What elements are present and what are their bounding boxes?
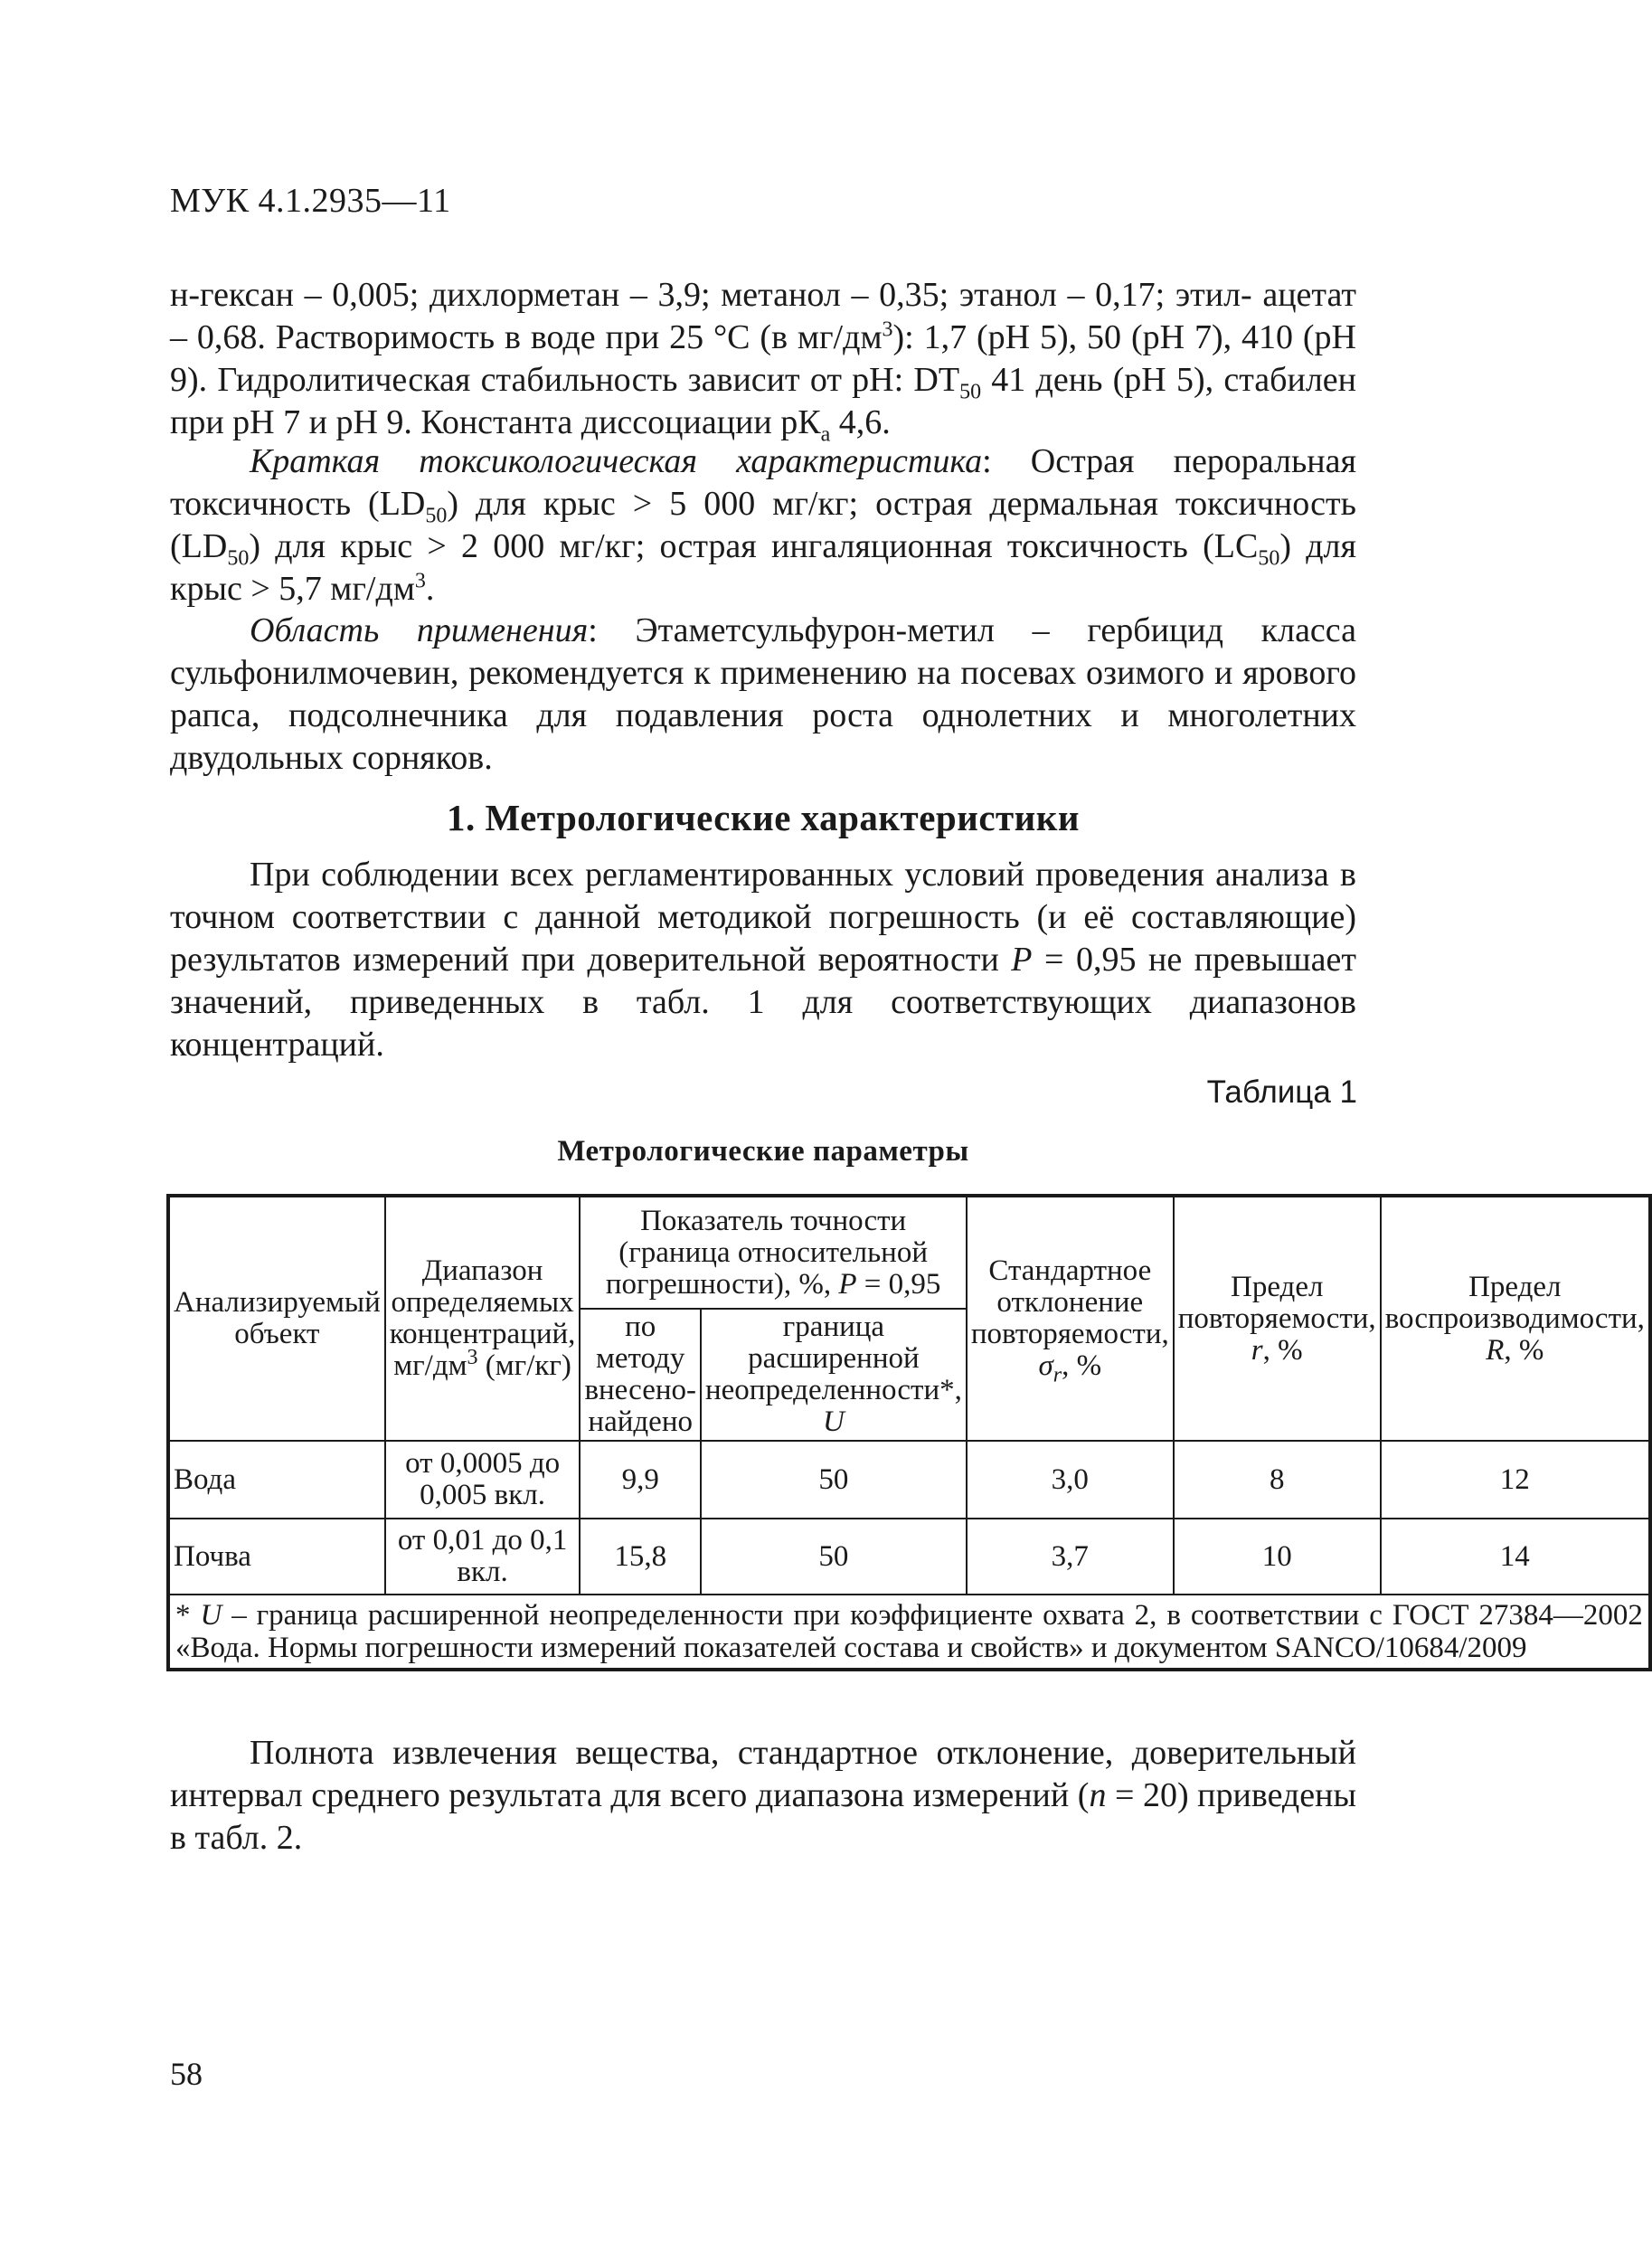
solubility-text-2: ацетат – 0,68. Растворимость в воде при 25 °С (в мг/дм [170, 276, 1356, 356]
toxicology-paragraph [170, 440, 1356, 610]
application-text: : Этаметсульфурон-метил – гербицид класса сульфонилмочевин, рекомендуется к применению на посевах озимого и ярового рапса, подсолнечника для подавления роста однолетних и многолетних двудольных сорняков. [170, 611, 1356, 777]
cell-method: 15,8 [580, 1519, 701, 1595]
closing-paragraph [170, 1732, 1356, 1860]
cell-std: 3,0 [967, 1441, 1174, 1519]
table-footnote-row [168, 1595, 1650, 1670]
page-number: 58 [170, 2056, 203, 2092]
toxicology-text: ) для крыс > 5,7 мг/дм [170, 527, 1357, 608]
cell-object: Вода [168, 1441, 385, 1519]
subscript: 50 [959, 380, 982, 404]
cell-reproducibility: 12 [1381, 1441, 1650, 1519]
cell-std: 3,7 [967, 1519, 1174, 1595]
cell-method: 9,9 [580, 1441, 701, 1519]
header-range: Диапазон определяемых концентраций, $мг/дм^3$ (мг/кг) [385, 1196, 581, 1441]
table-label: Таблица 1 [1206, 1074, 1357, 1110]
header-uncertainty: граница расширенной неопределенности*, U [701, 1309, 967, 1441]
application-paragraph [170, 610, 1356, 780]
document-code-header: МУК 4.1.2935—11 [170, 182, 451, 220]
metrology-paragraph [170, 854, 1356, 1066]
toxicology-text: . [425, 570, 435, 608]
header-by-method: по методу внесено-найдено [580, 1309, 701, 1441]
closing-text: = 20) приведены в табл. 2. [170, 1776, 1356, 1857]
subscript: 50 [1258, 546, 1280, 571]
header-reproducibility: Предел воспроизводимости, R, % [1381, 1196, 1650, 1441]
table-header-row [168, 1196, 1650, 1309]
table-row [168, 1519, 1650, 1595]
superscript: 3 [882, 317, 893, 342]
cell-range: от 0,0005 до 0,005 вкл. [385, 1441, 581, 1519]
header-accuracy: Показатель точности (граница относительной погрешности), %, Р = 0,95 [580, 1196, 966, 1309]
header-object: Анализируемый объект [168, 1196, 385, 1441]
toxicology-text: : Острая пероральная токсичность (LD [170, 442, 1356, 523]
header-std-deviation: Стандартное отклонение повторяемости, $\sigma_r$, % [967, 1196, 1174, 1441]
n-symbol: n [1089, 1776, 1107, 1814]
table-title: Метрологические параметры [557, 1135, 969, 1168]
cell-repeatability: 10 [1174, 1519, 1381, 1595]
probability-symbol: Р [1011, 941, 1033, 979]
solubility-text-5: 4,6. [830, 403, 891, 441]
cell-repeatability: 8 [1174, 1441, 1381, 1519]
cell-uncertainty: 50 [701, 1519, 967, 1595]
table-row [168, 1441, 1650, 1519]
cell-uncertainty: 50 [701, 1441, 967, 1519]
toxicology-text: ) для крыс > 2 000 мг/кг; острая ингаляционная токсичность (LC [249, 527, 1259, 565]
cell-reproducibility: 14 [1381, 1519, 1650, 1595]
section-title: 1. Метрологические характеристики [446, 797, 1081, 838]
solubility-text-3: ): 1,7 (рН 5), 50 (рН 7), 410 (рН 9). Гидролитическая стабильность зависит от рН: DT [170, 318, 1357, 399]
subscript: 50 [227, 546, 250, 571]
application-label: Область применения [250, 611, 589, 649]
subscript: 50 [425, 504, 448, 528]
closing-text: Полнота извлечения вещества, стандартное отклонение, доверительный интервал среднего результата для всего диапазона измерений ( [170, 1734, 1356, 1814]
cell-range: от 0,01 до 0,1 вкл. [385, 1519, 581, 1595]
solubility-paragraph [170, 274, 1357, 447]
table-footnote: * U – граница расширенной неопределенности при коэффициенте охвата 2, в соответствии с ГОСТ 27384—2002 «Вода. Нормы погрешности измерений показателей состава и свойств» и документом SANCO/10684/2009 [168, 1595, 1650, 1670]
cell-object: Почва [168, 1519, 385, 1595]
metrology-text: = 0,95 не превышает значений, приведенных в табл. 1 для соответствующих диапазонов концентраций. [170, 941, 1356, 1064]
toxicology-text: ) для крыс > 5 000 мг/кг; острая дермальная токсичность (LD [170, 485, 1356, 565]
header-repeatability: Предел повторяемости, r, % [1174, 1196, 1381, 1441]
subscript: а [820, 422, 831, 447]
metrology-text: При соблюдении всех регламентированных условий проведения анализа в точном соответствии с данной методикой погрешность (и её составляющие) результатов измерений при доверительной вероятности [170, 856, 1356, 979]
toxicology-label: Краткая токсикологическая характеристика [250, 442, 983, 480]
metrology-table [166, 1194, 1652, 1671]
solubility-text-1: н-гексан – 0,005; дихлорметан – 3,9; метанол – 0,35; этанол – 0,17; этил- [170, 276, 1252, 314]
solubility-text-4: 41 день (рН 5), стабилен при рН 7 и рН 9. Константа диссоциации рК [170, 361, 1356, 441]
superscript: 3 [414, 569, 426, 593]
